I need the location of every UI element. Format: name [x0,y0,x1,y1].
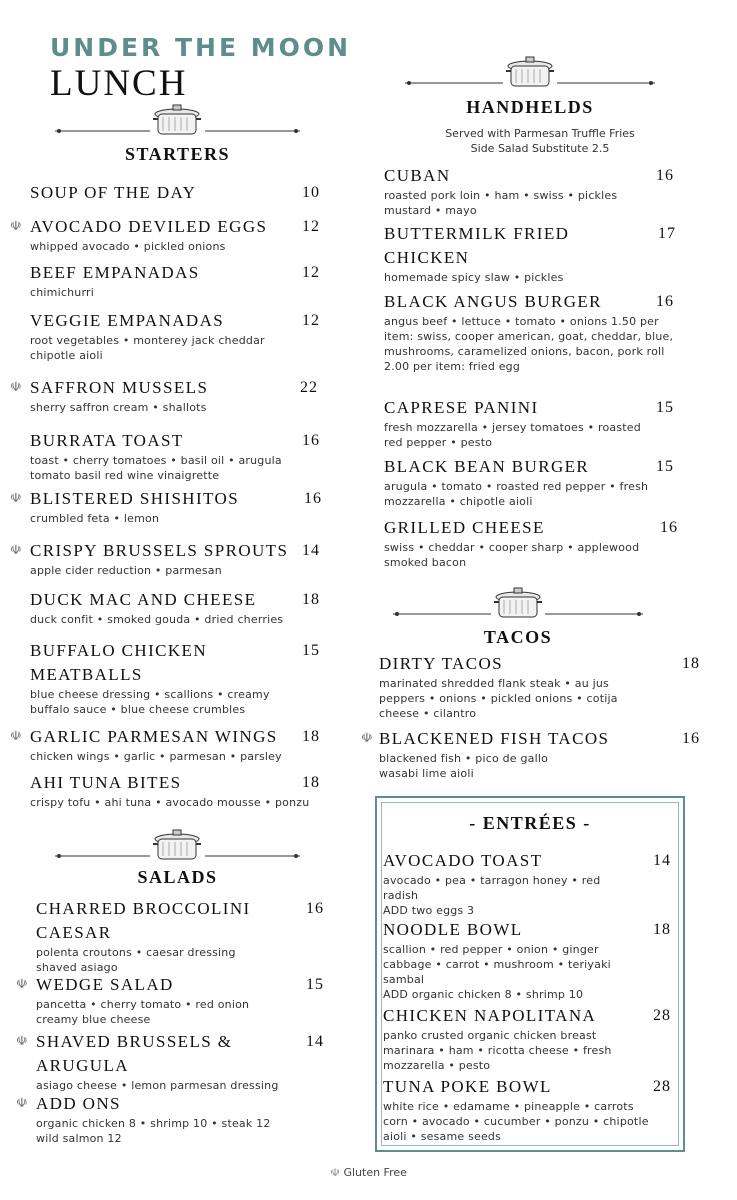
item-description: polenta croutons • caesar dressing shaved asiago [36,946,236,974]
item-description: fresh mozzarella • jersey tomatoes • roasted red pepper • pesto [384,421,641,449]
tacos-heading: TACOS [483,627,553,647]
list-item [10,539,330,578]
item-price: 10 [302,184,320,201]
item-description: duck confit • smoked gouda • dried cherries [30,613,284,626]
item-description: blue cheese dressing • scallions • creamy buffalo sauce • blue cheese crumbles [30,688,270,716]
item-addon: ADD organic chicken 8 • shrimp 10 [383,988,584,1001]
item-price: 12 [302,312,320,329]
item-price: 16 [306,900,324,917]
gluten-free-icon: ☫ [10,219,22,234]
item-description: organic chicken 8 • shrimp 10 • steak 12 wild salmon 12 [36,1117,271,1145]
pot-icon [506,57,554,86]
salads-heading: SALADS [137,867,218,887]
item-price: 18 [682,655,700,672]
item-name: VEGGIE EMPANADAS [30,311,225,330]
item-name: CHICKEN NAPOLITANA [383,1006,597,1025]
flourish-right-icon [545,612,643,616]
item-name: SHAVED BRUSSELS & ARUGULA [36,1032,233,1075]
item-description: roasted pork loin • ham • swiss • pickles mustard • mayo [384,189,618,217]
item-name: BURRATA TOAST [30,431,184,450]
item-name: AVOCADO DEVILED EGGS [30,217,268,236]
list-item [30,771,330,810]
item-price: 15 [306,976,324,993]
list-item [30,181,330,205]
gluten-free-legend [0,1166,737,1179]
item-name: AVOCADO TOAST [383,851,543,870]
gluten-free-icon: ☫ [16,1034,28,1049]
list-item [384,516,678,570]
tacos-divider [393,583,643,627]
item-name: CAPRESE PANINI [384,398,539,417]
item-name: NOODLE BOWL [383,920,523,939]
item-price: 18 [302,728,320,745]
item-name: DUCK MAC AND CHEESE [30,590,257,609]
item-description: homemade spicy slaw • pickles [384,271,564,284]
item-name: TUNA POKE BOWL [383,1077,552,1096]
handhelds-heading: HANDHELDS [466,97,594,117]
item-price: 16 [304,490,322,507]
item-price: 15 [656,458,674,475]
list-item [10,215,330,254]
item-name: CUBAN [384,166,451,185]
list-item [10,487,330,526]
item-description: arugula • tomato • roasted red pepper • fresh mozzarella • chipotle aioli [384,480,649,508]
starters-divider [55,100,300,144]
item-name: BLACK BEAN BURGER [384,457,590,476]
list-item [383,918,671,1002]
pot-icon [494,588,542,617]
list-item [16,1092,276,1146]
item-description: sherry saffron cream • shallots [30,401,207,414]
item-price: 14 [302,542,320,559]
flourish-right-icon [205,854,300,858]
item-name: BLACK ANGUS BURGER [384,292,602,311]
pot-icon [153,105,201,134]
item-name: AHI TUNA BITES [30,773,182,792]
item-name: BEEF EMPANADAS [30,263,200,282]
gluten-free-icon: ☫ [10,491,22,506]
item-description: angus beef • lettuce • tomato • onions 1.50 per item: swiss, cooper american, goat, cheddar, blue, mushrooms, caramelized onions, bacon, pork roll 2.00 per item: fried egg [384,315,674,373]
item-name: WEDGE SALAD [36,975,174,994]
item-price: 16 [660,519,678,536]
item-description: crumbled feta • lemon [30,512,160,525]
item-description: pancetta • cherry tomato • red onion creamy blue cheese [36,998,250,1026]
list-item [383,849,671,918]
item-description: swiss • cheddar • cooper sharp • applewood smoked bacon [384,541,640,569]
entrees-heading: - ENTRÉES - [469,813,591,833]
gluten-free-icon: ☫ [10,729,22,744]
item-description: crispy tofu • ahi tuna • avocado mousse • ponzu [30,796,310,809]
list-item [361,727,700,781]
item-name: BUFFALO CHICKEN MEATBALLS [30,641,208,684]
gluten-free-icon: ☫ [16,977,28,992]
item-name: SOUP OF THE DAY [30,183,197,202]
item-price: 15 [656,399,674,416]
list-item [384,164,674,218]
item-price: 16 [656,293,674,310]
item-price: 28 [653,1007,671,1024]
item-description: whipped avocado • pickled onions [30,240,226,253]
list-item [16,973,324,1027]
list-item [383,1075,671,1144]
flourish-left-icon [393,612,491,616]
item-price: 28 [653,1078,671,1095]
list-item [30,309,320,363]
item-description: chimichurri [30,286,94,299]
list-item [384,396,674,450]
item-name: GARLIC PARMESAN WINGS [30,727,278,746]
list-item [10,725,330,764]
pot-icon [153,830,201,859]
flourish-left-icon [405,81,503,85]
item-description: blackened fish • pico de gallo wasabi lime aioli [379,752,549,780]
item-addon: ADD two eggs 3 [383,904,475,917]
item-name: GRILLED CHEESE [384,518,545,537]
flourish-right-icon [205,129,300,133]
item-price: 18 [302,774,320,791]
menu-title: LUNCH [50,63,188,104]
list-item [36,897,324,975]
list-item [30,588,330,627]
item-description: panko crusted organic chicken breast marinara • ham • ricotta cheese • fresh mozzarella • pesto [383,1029,612,1072]
list-item [30,429,320,483]
gluten-free-icon: ☫ [16,1096,28,1111]
item-name: ADD ONS [36,1094,121,1113]
list-item [379,652,700,721]
restaurant-name: UNDER THE MOON [50,33,352,62]
item-name: DIRTY TACOS [379,654,503,673]
item-description: apple cider reduction • parmesan [30,564,222,577]
item-price: 18 [302,591,320,608]
item-description: avocado • pea • tarragon honey • red radish [383,874,601,902]
list-item [16,1030,324,1093]
item-description: white rice • edamame • pineapple • carrots corn • avocado • cucumber • ponzu • chipotle aioli • sesame seeds [383,1100,649,1143]
handhelds-note-1: Served with Parmesan Truffle Fries [445,127,635,140]
item-price: 14 [306,1033,324,1050]
item-name: CHARRED BROCCOLINI CAESAR [36,899,251,942]
item-price: 16 [682,730,700,747]
item-price: 22 [300,379,318,396]
item-name: BUTTERMILK FRIED CHICKEN [384,224,570,267]
item-description: scallion • red pepper • onion • ginger cabbage • carrot • mushroom • teriyaki sambal [383,943,611,986]
list-item [384,455,674,509]
item-description: toast • cherry tomatoes • basil oil • arugula tomato basil red wine vinaigrette [30,454,282,482]
flourish-right-icon [557,81,655,85]
item-price: 14 [653,852,671,869]
list-item [10,376,330,415]
item-price: 12 [302,264,320,281]
item-price: 12 [302,218,320,235]
item-price: 17 [658,225,676,242]
gluten-free-icon: ☫ [361,731,373,746]
list-item [30,261,330,300]
item-name: CRISPY BRUSSELS SPROUTS [30,541,289,560]
handhelds-note-2: Side Salad Substitute 2.5 [470,142,610,155]
item-price: 16 [302,432,320,449]
handhelds-divider [405,52,655,96]
salads-divider [55,825,300,869]
item-price: 15 [302,642,320,659]
flourish-left-icon [55,854,150,858]
item-name: BLISTERED SHISHITOS [30,489,240,508]
list-item [384,290,674,374]
flourish-left-icon [55,129,150,133]
starters-heading: STARTERS [124,144,231,164]
gluten-free-icon: ☫ [10,543,22,558]
item-description: asiago cheese • lemon parmesan dressing [36,1079,279,1092]
list-item [383,1004,671,1073]
item-description: root vegetables • monterey jack cheddar chipotle aioli [30,334,265,362]
item-description: chicken wings • garlic • parmesan • parsley [30,750,282,763]
item-name: BLACKENED FISH TACOS [379,729,610,748]
item-price: 16 [656,167,674,184]
item-price: 18 [653,921,671,938]
legend-label: Gluten Free [343,1166,407,1179]
item-name: SAFFRON MUSSELS [30,378,209,397]
item-description: marinated shredded flank steak • au jus peppers • onions • pickled onions • cotija cheese • cilantro [379,677,618,720]
list-item [30,639,320,717]
gluten-free-icon: ☫ [10,380,22,395]
list-item [384,222,676,285]
gluten-free-icon: ☫ [330,1166,340,1179]
